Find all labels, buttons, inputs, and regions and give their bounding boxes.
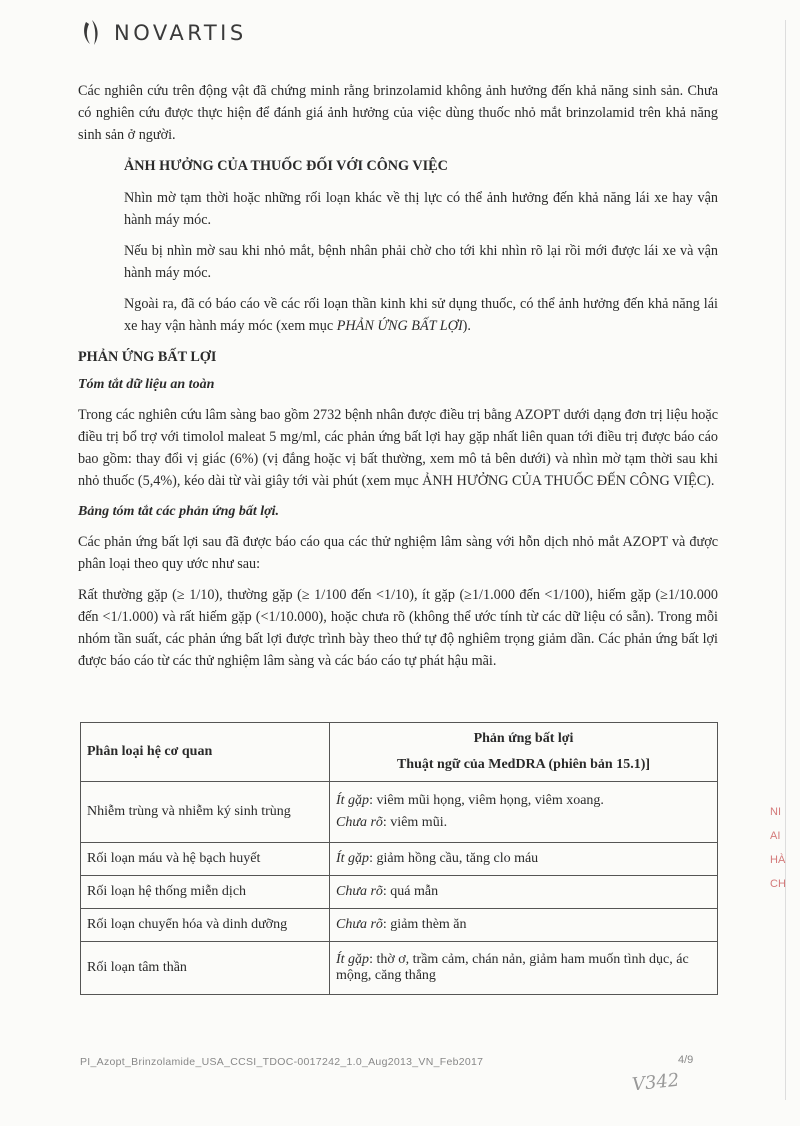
reaction-header-line2: Thuật ngữ của MedDRA (phiên bản 15.1)] bbox=[396, 757, 651, 772]
adverse-table-heading: Bảng tóm tắt các phản ứng bất lợi. bbox=[78, 504, 280, 519]
reaction-header-line1: Phản ứng bất lợi bbox=[473, 731, 574, 746]
red-stamp bbox=[770, 800, 800, 930]
document-body bbox=[78, 80, 718, 681]
classification-intro-paragraph: Các phản ứng bất lợi sau đã được báo cáo qua các thử nghiệm lâm sàng với hỗn dịch nhỏ mắt AZOPT và được phân loại theo quy ước như sau: bbox=[78, 534, 718, 572]
fertility-paragraph: Các nghiên cứu trên động vật đã chứng minh rằng brinzolamid không ảnh hưởng đến khả năng sinh sản. Chưa có nghiên cứu được thực hiện để đánh giá ảnh hưởng của việc dùng thuốc nhỏ mắt brinzolamid trên khả năng sinh sản ở người. bbox=[78, 83, 718, 143]
stamp-line: AI bbox=[770, 830, 781, 842]
handwritten-signature: V342 bbox=[631, 1069, 681, 1096]
organ-class-header: Phân loại hệ cơ quan bbox=[81, 723, 330, 782]
table-row bbox=[81, 942, 718, 995]
neuro-text-a: Ngoài ra, đã có báo cáo về các rối loạn thần kinh khi sử dụng thuốc, có thể ảnh hưởng đến khả năng lái xe hay vận hành máy móc (xem mục bbox=[124, 296, 718, 334]
frequency-label: Chưa rõ bbox=[336, 815, 383, 830]
stamp-line: NI bbox=[770, 806, 781, 818]
frequency-label: Ít gặp bbox=[336, 851, 370, 866]
frequency-label: Chưa rõ bbox=[336, 917, 383, 932]
frequency-label: Chưa rõ bbox=[336, 884, 383, 899]
reaction-text: : viêm mũi họng, viêm họng, viêm xoang. bbox=[369, 793, 604, 808]
frequency-label: Ít gặp bbox=[336, 793, 370, 808]
reaction-cell bbox=[330, 909, 718, 942]
reaction-text: : quá mẫn bbox=[382, 884, 439, 899]
novartis-flame-icon bbox=[80, 18, 104, 48]
organ-cell: Rối loạn máu và hệ bạch huyết bbox=[81, 843, 330, 876]
reaction-text: : giảm thèm ăn bbox=[382, 917, 467, 932]
adverse-reactions-ref: PHẢN ỨNG BẤT LỢI bbox=[336, 318, 463, 334]
table-header-row bbox=[81, 723, 718, 782]
novartis-logo bbox=[80, 18, 247, 48]
reaction-cell bbox=[330, 782, 718, 843]
organ-cell: Nhiễm trùng và nhiễm ký sinh trùng bbox=[81, 782, 330, 843]
table-row bbox=[81, 782, 718, 843]
reaction-text: : giảm hồng cầu, tăng clo máu bbox=[369, 851, 539, 866]
stamp-line: CH bbox=[770, 878, 786, 890]
page-edge-line bbox=[785, 20, 786, 1100]
table-row bbox=[81, 843, 718, 876]
work-effects-heading: ẢNH HƯỞNG CỦA THUỐC ĐỐI VỚI CÔNG VIỆC bbox=[124, 158, 448, 174]
table-row bbox=[81, 876, 718, 909]
neuro-disorders-paragraph bbox=[124, 293, 718, 337]
reaction-cell bbox=[330, 942, 718, 995]
reaction-text: : viêm mũi. bbox=[382, 815, 448, 830]
safety-summary-paragraph: Trong các nghiên cứu lâm sàng bao gồm 2732 bệnh nhân được điều trị bằng AZOPT dưới dạng đơn trị liệu hoặc điều trị bổ trợ với timolol maleat 5 mg/ml, các phản ứng bất lợi hay gặp nhất liên quan tới điều trị được báo cáo bao gồm: thay đổi vị giác (6%) (vị đắng hoặc vị bất thường, xem mô tả bên dưới) và nhìn mờ tạm thời sau khi nhỏ thuốc (5,4%), kéo dài từ vài giây tới vài phút (xem mục ẢNH HƯỞNG CỦA THUỐC ĐẾN CÔNG VIỆC). bbox=[78, 407, 718, 489]
neuro-text-b: ). bbox=[462, 318, 471, 334]
organ-cell: Rối loạn hệ thống miễn dịch bbox=[81, 876, 330, 909]
frequency-label: Ít gặp bbox=[336, 952, 370, 967]
brand-name: NOVARTIS bbox=[114, 21, 247, 45]
reaction-cell bbox=[330, 843, 718, 876]
document-reference: PI_Azopt_Brinzolamide_USA_CCSI_TDOC-0017242_1.0_Aug2013_VN_Feb2017 bbox=[80, 1056, 484, 1068]
reaction-header bbox=[330, 723, 718, 782]
adverse-reactions-heading: PHẢN ỨNG BẤT LỢI bbox=[78, 349, 217, 365]
organ-cell: Rối loạn tâm thần bbox=[81, 942, 330, 995]
driving-advice-paragraph: Nếu bị nhìn mờ sau khi nhỏ mắt, bệnh nhân phải chờ cho tới khi nhìn rõ lại rồi mới được lái xe và vận hành máy móc. bbox=[124, 243, 718, 281]
safety-summary-heading: Tóm tắt dữ liệu an toàn bbox=[78, 377, 215, 392]
reaction-cell bbox=[330, 876, 718, 909]
page-number: 4/9 bbox=[678, 1054, 694, 1066]
adverse-reactions-table bbox=[80, 722, 718, 995]
blurred-vision-paragraph: Nhìn mờ tạm thời hoặc những rối loạn khác về thị lực có thể ảnh hưởng đến khả năng lái xe hay vận hành máy móc. bbox=[124, 190, 718, 228]
frequency-definitions-paragraph: Rất thường gặp (≥ 1/10), thường gặp (≥ 1/100 đến <1/10), ít gặp (≥1/1.000 đến <1/100), hiếm gặp (≥1/10.000 đến <1/1.000) và rất hiếm gặp (<1/10.000), hoặc chưa rõ (không thể ước tính từ các dữ liệu có sẵn). Trong mỗi nhóm tần suất, các phản ứng bất lợi được trình bày theo thứ tự độ nghiêm trọng giảm dần. Các phản ứng bất lợi được báo cáo từ các thử nghiệm lâm sàng và các báo cáo tự phát hậu mãi. bbox=[78, 587, 718, 669]
stamp-line: HÀ bbox=[770, 854, 786, 866]
table-row bbox=[81, 909, 718, 942]
reaction-text: : thờ ơ, trầm cảm, chán nản, giảm ham muốn tình dục, ác mộng, căng thẳng bbox=[336, 952, 689, 983]
organ-cell: Rối loạn chuyển hóa và dinh dưỡng bbox=[81, 909, 330, 942]
